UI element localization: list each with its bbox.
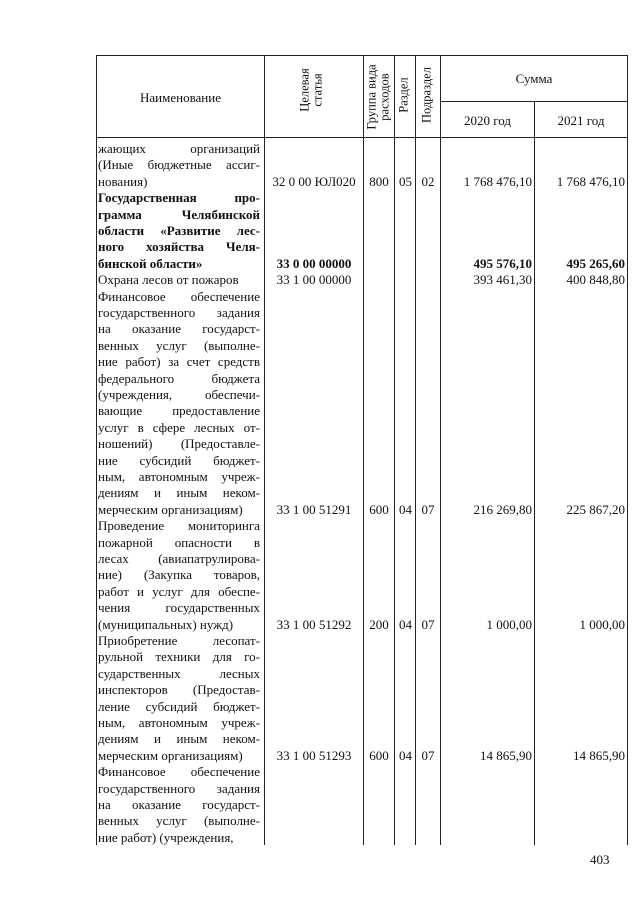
row-name-line: на оказание государст- [98,797,260,812]
row-name-line: государственного задания [98,780,260,796]
row-sum-2020: 216 269,80 [473,501,532,517]
col-divider-years [534,101,535,845]
header-section: Раздел [396,77,411,113]
header-year-2020: 2020 год [464,113,511,128]
row-name-line: сударственных лесных [98,665,260,681]
row-sum-2020: 1 000,00 [486,616,532,632]
row-name-line: Охрана лесов от пожаров [98,272,239,288]
row-name-line: государственного задания [98,305,260,320]
row-target-article: 33 0 00 00000 [276,255,352,271]
col-divider-section [415,55,416,845]
row-name-line: нования) [98,173,148,189]
row-name-line: ние работ) за счет средств [98,354,260,370]
row-name-line: мерческим организациям) [98,747,243,763]
row-name-line: ние) (Закупка товаров, [98,567,260,583]
row-name-line: на оказание государст- [98,321,260,337]
row-name-line: федерального бюджета [98,370,260,386]
row-sum-2021: 14 865,90 [573,747,625,763]
row-name-line: грамма Челябинской [98,206,260,222]
row-name-line: Финансовое обеспечение [98,288,260,304]
header-subsection: Подраздел [419,67,434,123]
table-right-border [627,55,628,845]
row-name-line: чения государственных [98,600,260,616]
row-target-article: 32 0 00 ЮЛ020 [272,173,356,189]
row-sum-2021: 1 768 476,10 [556,173,625,189]
row-name-line: ным, автономным учреж- [98,469,260,484]
row-target-article: 33 1 00 51293 [276,747,352,763]
row-name-line: Финансовое обеспечение [98,764,260,780]
row-name-line: Приобретение лесопат- [98,633,260,648]
row-name-line: (муниципальных) нужд) [98,616,234,632]
row-target-article: 33 1 00 00000 [276,272,352,288]
row-name-line: венных услуг (выполне- [98,337,260,353]
row-name-line: Проведение мониторинга [98,518,260,534]
row-name-line: пожарной опасности в [98,534,260,550]
row-name-line: Государственная про- [98,190,260,206]
row-subsection: 07 [421,747,435,763]
col-divider-group [394,55,395,845]
row-sum-2021: 225 867,20 [566,501,625,517]
header-bottom-border [96,137,628,138]
row-name-line: дениям и иным неком- [98,485,260,501]
row-section: 04 [399,616,412,632]
header-year-2021: 2021 год [557,113,605,128]
row-name-line: ного хозяйства Челя- [98,239,260,255]
row-subsection: 07 [421,616,435,632]
row-subsection: 07 [421,501,435,517]
row-name-line: (Иные бюджетные ассиг- [98,157,260,173]
row-expense-group: 600 [369,501,389,517]
row-expense-group: 600 [369,747,389,763]
row-sum-2020: 393 461,30 [473,272,532,288]
row-name-line: дениям и иным неком- [98,731,260,747]
header-target-article: Целевая статья [297,68,325,112]
row-name-line: инспекторов (Предостав- [98,682,260,698]
row-name-line: области «Развитие лес- [98,223,260,238]
col-divider-name [264,55,265,845]
table-left-border [96,55,97,845]
header-name: Наименование [140,90,221,105]
row-name-line: работ и услуг для обеспе- [98,583,260,599]
row-sum-2020: 495 576,10 [473,255,532,271]
row-section: 04 [399,501,412,517]
header-sum: Сумма [515,71,553,86]
row-subsection: 02 [421,173,435,189]
row-name-line: ние субсидий бюджет- [98,452,260,468]
table-top-border [96,55,628,56]
row-name-line: вающие предоставление [98,403,260,419]
row-sum-2021: 1 000,00 [579,616,625,632]
header-expense-group: Группа вида расходов [364,64,392,130]
row-section: 04 [399,747,412,763]
row-section: 05 [399,173,412,189]
row-name-line: ние работ) (учреждения, [98,829,234,845]
row-sum-2020: 14 865,90 [480,747,532,763]
row-name-line: бинской области» [98,255,203,271]
row-target-article: 33 1 00 51292 [276,616,352,632]
row-name-line: ление субсидий бюджет- [98,698,260,714]
row-sum-2020: 1 768 476,10 [463,173,532,189]
row-name-line: лесах (авиапатрулирова- [98,551,260,566]
row-expense-group: 800 [369,173,389,189]
row-name-line: рульной техники для го- [98,649,260,665]
row-target-article: 33 1 00 51291 [276,501,352,517]
row-name-line: услуг в сфере лесных от- [98,419,260,435]
page-number: 403 [590,852,610,867]
row-name-line: венных услуг (выполне- [98,813,260,829]
row-name-line: ным, автономным учреж- [98,715,260,730]
row-name-line: мерческим организациям) [98,501,243,517]
row-sum-2021: 495 265,60 [566,255,625,271]
row-name-line: (учреждения, обеспечи- [98,387,260,402]
row-name-line: ношений) (Предоставле- [98,436,260,452]
row-sum-2021: 400 848,80 [566,272,625,288]
row-name-line: жающих организаций [98,141,260,156]
row-expense-group: 200 [369,616,389,632]
col-divider-subsection [440,55,441,845]
